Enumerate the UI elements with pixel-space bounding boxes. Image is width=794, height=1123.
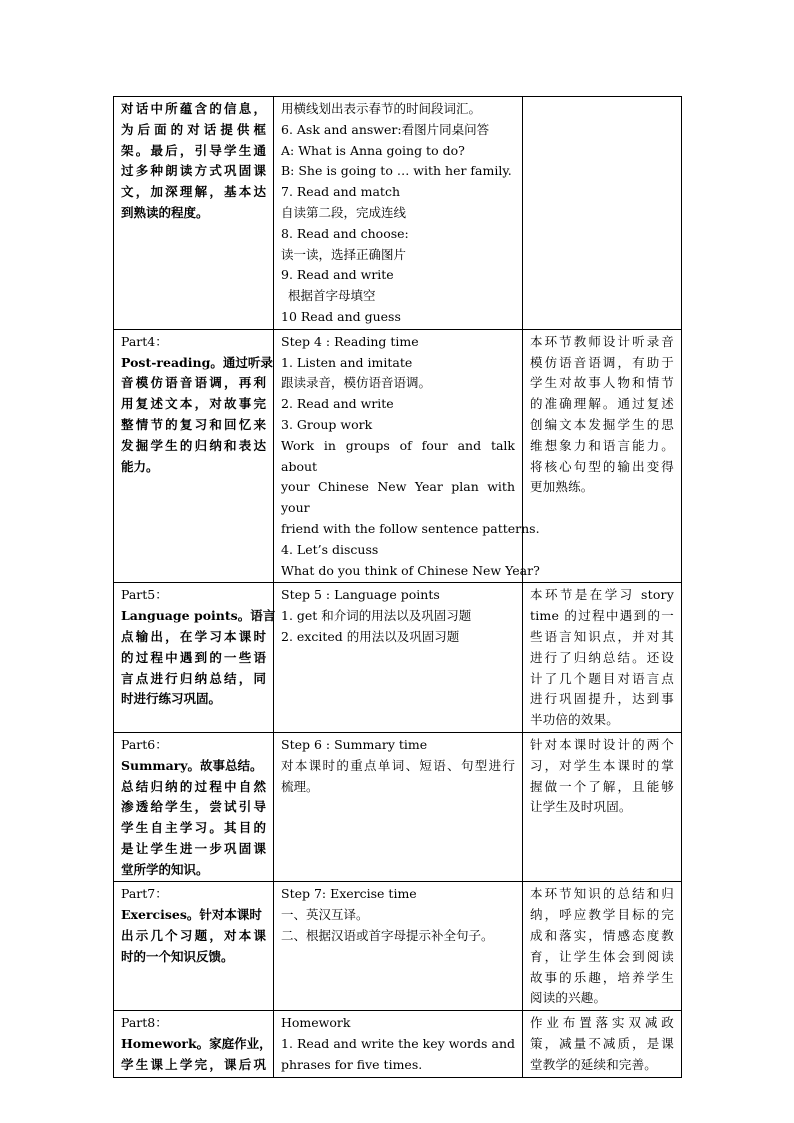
design-intent-cell bbox=[114, 882, 274, 1011]
cell-line: phrases for five times. bbox=[281, 1056, 423, 1072]
teaching-steps-cell bbox=[274, 329, 540, 583]
cell-line: B: She is going to … with her family. bbox=[281, 163, 512, 179]
cell-line: 进行巩固提升，达到事 bbox=[530, 691, 674, 707]
part-heading: Part6： bbox=[121, 736, 168, 752]
table-row bbox=[114, 732, 682, 882]
cell-line: 维想象力和语言能力。 bbox=[530, 437, 674, 453]
part-heading: Part8： bbox=[121, 1015, 168, 1031]
cell-line: 学生自主学习。其目的 bbox=[121, 820, 266, 836]
cell-line: 模仿语音语调，有助于 bbox=[530, 354, 674, 370]
design-rationale-cell bbox=[523, 329, 682, 583]
design-rationale-cell bbox=[523, 583, 682, 733]
cell-line: 总结归纳的过程中自然 bbox=[121, 778, 266, 794]
cell-line: Step 5 : Language points bbox=[281, 587, 440, 603]
design-intent-cell bbox=[114, 97, 274, 330]
cell-line: Homework bbox=[281, 1015, 351, 1031]
cell-line: 半功倍的效果。 bbox=[530, 712, 619, 728]
cell-line: 对本课时的重点单词、短语、句型进行 bbox=[281, 757, 515, 773]
cell-line: 。通过听录 bbox=[210, 354, 273, 370]
design-intent-cell bbox=[114, 583, 274, 733]
design-intent-cell bbox=[114, 1011, 274, 1077]
cell-line: 是让学生进一步巩固课 bbox=[121, 840, 266, 856]
part-title: Post-reading bbox=[121, 354, 211, 370]
cell-line: 2. excited 的用法以及巩固习题 bbox=[281, 628, 460, 644]
part-title: Homework bbox=[121, 1036, 197, 1052]
cell-line: 出示几个习题，对本课 bbox=[121, 928, 266, 944]
cell-line: 堂教学的延续和完善。 bbox=[530, 1056, 658, 1072]
cell-line: 些语言知识点，并对其 bbox=[530, 628, 674, 644]
cell-line: 读一读，选择正确图片 bbox=[281, 246, 407, 262]
cell-line: 点输出，在学习本课时 bbox=[121, 628, 266, 644]
cell-line: 。故事总结。 bbox=[187, 757, 263, 773]
cell-line: 渗透给学生，尝试引导 bbox=[121, 799, 266, 815]
cell-line: 10 Read and guess bbox=[281, 308, 401, 324]
cell-line: 整情节的复习和回忆来 bbox=[121, 416, 266, 432]
cell-line: 纳，呼应教学目标的完 bbox=[530, 907, 674, 923]
cell-line: 。语言 bbox=[237, 608, 276, 624]
cell-line: 架。最后，引导学生通 bbox=[121, 142, 266, 158]
cell-line: Step 7: Exercise time bbox=[281, 886, 417, 902]
design-rationale-cell bbox=[523, 882, 682, 1011]
design-intent-cell bbox=[114, 329, 274, 583]
cell-line: 言点进行归纳总结，同 bbox=[121, 670, 266, 686]
cell-line: 6. Ask and answer:看图片同桌问答 bbox=[281, 121, 490, 137]
cell-line: 进行了归纳总结。还设 bbox=[530, 649, 674, 665]
cell-line: 针对本课时设计的两个 bbox=[530, 736, 674, 752]
cell-line: 2. Read and write bbox=[281, 396, 394, 412]
cell-line: 自读第二段，完成连线 bbox=[281, 204, 407, 220]
design-rationale-cell bbox=[523, 1011, 682, 1077]
cell-line: 堂所学的知识。 bbox=[121, 861, 209, 877]
cell-line: 时的一个知识反馈。 bbox=[121, 948, 234, 964]
teaching-steps-cell bbox=[274, 97, 523, 330]
cell-line: 1. Read and write the key words and bbox=[281, 1036, 515, 1052]
cell-line: 策，减量不减质，是课 bbox=[530, 1036, 674, 1052]
teaching-steps-cell bbox=[274, 732, 523, 882]
cell-line: 4. Let’s discuss bbox=[281, 541, 379, 557]
cell-line: 发掘学生的归纳和表达 bbox=[121, 437, 266, 453]
design-rationale-cell bbox=[523, 97, 682, 330]
cell-line: 学生课上学完，课后巩 bbox=[121, 1056, 266, 1072]
part-title: Summary bbox=[121, 757, 188, 773]
cell-line: time 的过程中遇到的一 bbox=[530, 608, 674, 624]
cell-line: 9. Read and write bbox=[281, 267, 394, 283]
cell-line: 二、根据汉语或首字母提示补全句子。 bbox=[281, 928, 494, 944]
design-intent-cell bbox=[114, 732, 274, 882]
cell-line: 握做一个了解，且能够 bbox=[530, 778, 674, 794]
cell-line: 3. Group work bbox=[281, 416, 373, 432]
cell-line: 到熟读的程度。 bbox=[121, 204, 209, 220]
cell-line: What do you think of Chinese New Year? bbox=[281, 562, 540, 578]
cell-line: 用复述文本，对故事完 bbox=[121, 396, 266, 412]
cell-line: 习，对学生本课时的掌 bbox=[530, 757, 674, 773]
cell-line: 。针对本课时 bbox=[186, 907, 262, 923]
part-title: Exercises bbox=[121, 907, 187, 923]
cell-line: 用横线划出表示春节的时间段词汇。 bbox=[281, 101, 482, 116]
cell-line: 为后面的对话提供框 bbox=[121, 121, 266, 137]
cell-line: 文，加深理解，基本达 bbox=[121, 184, 266, 200]
cell-line: Step 4 : Reading time bbox=[281, 333, 419, 349]
cell-line: 。家庭作业， bbox=[196, 1036, 272, 1052]
teaching-steps-cell bbox=[274, 1011, 523, 1077]
design-rationale-cell bbox=[523, 732, 682, 882]
table-row bbox=[114, 1011, 682, 1077]
part-heading: Part7： bbox=[121, 886, 168, 902]
cell-line: 本环节知识的总结和归 bbox=[530, 886, 674, 902]
cell-line: 学生对故事人物和情节 bbox=[530, 375, 674, 391]
cell-line: 成和落实，情感态度教 bbox=[530, 928, 674, 944]
cell-line: 的准确理解。通过复述 bbox=[530, 396, 674, 412]
cell-line: A: What is Anna going to do? bbox=[281, 142, 465, 158]
cell-line: 能力。 bbox=[121, 458, 159, 474]
cell-line: 故事的乐趣，培养学生 bbox=[530, 969, 674, 985]
cell-line: 过多种朗读方式巩固课 bbox=[121, 163, 266, 179]
cell-line: 计了几个题目对语言点 bbox=[530, 670, 674, 686]
cell-line: 创编文本发掘学生的思 bbox=[530, 416, 674, 432]
cell-line: friend with the follow sentence patterns. bbox=[281, 520, 540, 536]
table-row bbox=[114, 882, 682, 1011]
teaching-steps-cell bbox=[274, 882, 523, 1011]
cell-line: 阅读的兴趣。 bbox=[530, 990, 607, 1006]
cell-line: 的过程中遇到的一些语 bbox=[121, 649, 266, 665]
cell-line: 7. Read and match bbox=[281, 184, 400, 200]
table-row bbox=[114, 329, 682, 583]
cell-line: 根据首字母填空 bbox=[288, 288, 376, 304]
cell-line: 梳理。 bbox=[281, 778, 319, 794]
cell-line: 8. Read and choose: bbox=[281, 225, 409, 241]
lesson-plan-table bbox=[113, 96, 682, 1078]
cell-line: 对话中所蕴含的信息， bbox=[121, 101, 266, 116]
cell-line: 让学生及时巩固。 bbox=[530, 799, 632, 815]
cell-line: 跟读录音，模仿语音语调。 bbox=[281, 375, 432, 391]
cell-line: 更加熟练。 bbox=[530, 479, 594, 495]
cell-line: Step 6 : Summary time bbox=[281, 736, 428, 752]
cell-line: your Chinese New Year plan with your bbox=[281, 479, 515, 516]
part-title: Language points bbox=[121, 608, 238, 624]
cell-line: 一、英汉互译。 bbox=[281, 907, 369, 923]
table-row bbox=[114, 97, 682, 330]
cell-line: 本环节教师设计听录音 bbox=[530, 333, 674, 349]
part-heading: Part5： bbox=[121, 587, 168, 603]
table-row bbox=[114, 583, 682, 733]
cell-line: 育，让学生体会到阅读 bbox=[530, 948, 674, 964]
cell-line: 本环节是在学习 story bbox=[530, 587, 674, 603]
cell-line: 将核心句型的输出变得 bbox=[530, 458, 674, 474]
cell-line: 作业布置落实双减政 bbox=[530, 1015, 674, 1031]
cell-line: 时进行练习巩固。 bbox=[121, 691, 222, 707]
cell-line: Work in groups of four and talk about bbox=[281, 437, 515, 474]
cell-line: 音模仿语音语调，再利 bbox=[121, 375, 266, 391]
teaching-steps-cell bbox=[274, 583, 523, 733]
part-heading: Part4： bbox=[121, 333, 168, 349]
cell-line: 1. get 和介词的用法以及巩固习题 bbox=[281, 608, 472, 624]
cell-line: 1. Listen and imitate bbox=[281, 354, 413, 370]
